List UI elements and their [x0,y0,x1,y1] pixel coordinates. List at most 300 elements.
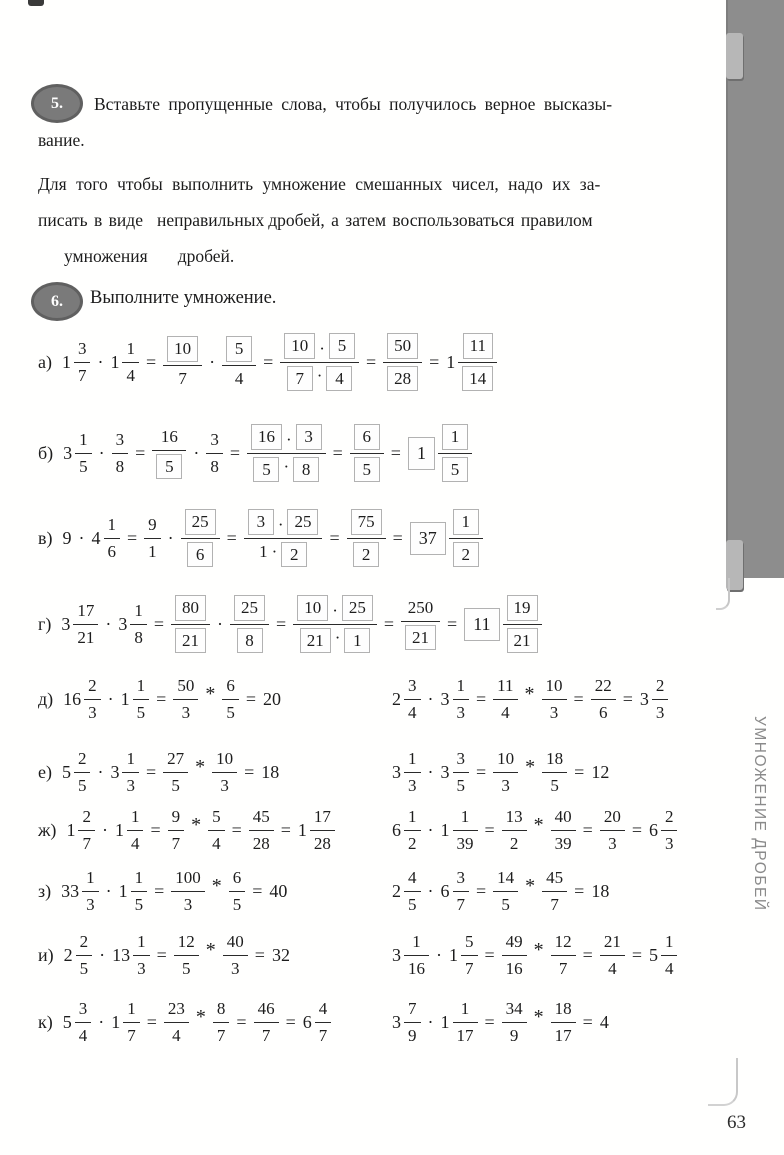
equation-token: 3 [63,442,73,463]
fraction-numerator [104,515,121,538]
fraction [123,999,140,1045]
equation-token: = [263,351,274,372]
fraction-part: 4 [130,833,140,853]
fraction-numerator [404,598,438,621]
fraction [551,999,576,1045]
fraction-denominator [453,772,470,796]
fraction [542,868,567,914]
fraction-part: 45 [252,807,270,826]
fraction [453,807,478,853]
answer-box: 75 [351,509,382,535]
fraction-numerator [661,807,678,830]
equation-token: · [101,819,108,840]
fraction-part: 5 [408,894,417,914]
equation-row-v [38,509,483,567]
fraction [401,598,440,650]
fraction [383,333,422,391]
fraction [213,999,230,1045]
fraction-part: · [277,515,284,534]
equation-token: 6 [440,880,450,901]
fraction-part: 7 [77,365,87,385]
fraction [206,430,223,476]
fraction [404,868,421,914]
equation-token: = [631,944,642,965]
answer-box: 1 [453,509,479,535]
answer-box: 7 [287,366,313,392]
equation-token: = [574,880,585,901]
answer-box: 80 [175,595,206,621]
fraction-denominator [600,830,625,854]
answer-box: 1 [442,424,468,450]
answer-box: 5 [226,336,252,362]
fraction-part: 4 [408,868,417,887]
fraction [152,427,186,479]
page-edge-tab-top [726,33,743,79]
equation-token: 1 [120,688,130,709]
fraction [493,868,518,914]
answer-box: 8 [293,457,319,483]
equation-token: 32 [271,944,290,965]
fraction-denominator [493,891,518,915]
fraction-numerator [74,749,91,772]
equation-token: 2 [392,880,401,901]
fraction-part: 7 [82,833,91,853]
answer-box: 25 [234,595,265,621]
fraction-part: 7 [550,894,559,914]
equation-token: 1 [66,819,76,840]
equation-row-zh-right [392,807,677,853]
fraction-numerator [164,999,189,1022]
answer-box: 25 [287,509,318,535]
fraction-numerator [127,807,144,830]
fraction-part: 1 [408,807,417,826]
fraction-part: 34 [505,999,523,1018]
equation-token: 5 [61,761,71,782]
fraction-part: 4 [664,958,674,978]
equation-token: · [436,944,442,965]
fraction [130,601,147,647]
fraction-numerator [173,676,198,699]
equation-row-i-left [38,932,290,978]
fraction-numerator [168,807,185,830]
fraction [404,676,421,722]
fraction [661,807,678,853]
fraction-part: 40 [554,807,572,826]
fraction-denominator [502,830,527,854]
fraction-denominator [75,1022,92,1046]
fraction-denominator [404,955,429,979]
fraction-denominator [75,453,92,477]
fraction [222,676,239,722]
fraction-denominator [449,538,483,568]
multiply-asterisk: * [191,813,202,836]
fraction-numerator [459,333,497,362]
fraction-part: 7 [456,894,465,914]
equation-token: = [582,819,593,840]
fraction-numerator [130,601,147,624]
answer-box: 5 [442,457,468,483]
fraction-part: 5 [77,775,87,795]
fraction-part: 3 [183,894,193,914]
equation-token: · [105,880,112,901]
fraction-denominator [661,830,678,854]
fraction-part: 16 [408,958,425,978]
equation-row-k-right [392,999,609,1045]
fraction-numerator [493,868,518,891]
fraction-numerator [82,868,99,891]
fraction-denominator [82,891,99,915]
fraction-part: 5 [232,894,242,914]
fraction-part: 5 [79,456,88,476]
fraction [315,999,332,1045]
fraction-numerator [502,999,527,1022]
equation-token: · [107,688,114,709]
equation-token: = [252,880,263,901]
equation-token: = [145,761,157,782]
fraction-numerator [222,676,239,699]
fraction-numerator [131,868,148,891]
fraction-denominator [76,955,93,979]
fraction-part: 5 [550,775,559,795]
fraction-part: 10 [216,749,234,768]
fraction [652,676,669,722]
fraction-part: 8 [134,627,143,647]
fraction-denominator [133,955,150,979]
fraction-part: 4 [408,702,417,722]
fraction [661,932,678,978]
fraction-part: 6 [226,676,235,695]
fraction-numerator [310,807,335,830]
fraction-part: 7 [216,1025,226,1045]
fraction-part: 3 [115,430,125,449]
fraction-part: 2 [408,833,417,853]
p5-body-line3 [38,238,714,274]
equation-token: 1 [111,1011,121,1032]
fraction-part: 16 [160,427,178,446]
fraction [173,676,198,722]
fraction [293,595,377,653]
equation-token: · [78,527,85,548]
fraction-part: 7 [408,999,417,1018]
item-label: е) [38,761,52,782]
equation-token: 2 [63,944,73,965]
equation-token: 9 [62,527,72,548]
fraction-part: 1 [134,868,144,887]
equation-token: 3 [392,761,401,782]
fraction-denominator [453,1022,478,1046]
fraction-numerator [542,676,567,699]
fraction [254,999,279,1045]
item-label: д) [38,688,54,709]
fraction-denominator [168,830,185,854]
fraction [542,749,567,795]
fraction-denominator [591,699,616,723]
equation-token: · [167,527,174,548]
fraction-part: 3 [456,868,465,887]
equation-token: 3 [440,761,450,782]
equation-token: · [97,351,104,372]
fraction [453,676,470,722]
fraction-part: 1 [136,676,146,695]
fraction-part: 27 [167,749,185,768]
fraction-part: 3 [77,339,87,358]
fraction-numerator [383,333,422,362]
fraction-part: 100 [175,868,201,887]
fraction-part: 1 [412,932,421,951]
fraction-part: 3 [210,430,219,449]
fraction-part: 20 [603,807,621,826]
equation-token: = [254,944,265,965]
equation-token: · [427,880,434,901]
p5-body-line2-post: дробей, а затем воспользоваться правилом [268,210,593,230]
answer-box: 21 [405,625,436,651]
multiply-asterisk: * [524,682,535,705]
fraction [404,749,421,795]
equation-token: 1 [110,351,120,372]
fraction-part: 17 [77,601,95,620]
fraction-numerator [591,676,616,699]
fraction [122,339,139,385]
fraction-numerator [315,999,332,1022]
fraction [502,999,527,1045]
answer-box: 6 [187,542,213,568]
answer-box: 14 [462,366,493,392]
fraction-part: 8 [216,999,226,1018]
equation-token: 18 [261,761,280,782]
fraction-part: · [334,627,341,647]
fraction [112,430,129,476]
fraction-part: 3 [655,702,665,722]
fraction-numerator [652,676,669,699]
fraction [133,932,150,978]
equation-token: 1 [440,1011,450,1032]
fraction [404,999,421,1045]
fraction-part: 22 [594,676,612,695]
problem-6-title: Выполните умножение. [90,288,277,308]
equation-token: 3 [392,1011,401,1032]
answer-box: 8 [237,628,263,654]
fraction-part: 23 [167,999,185,1018]
equation-row-b [38,424,472,482]
fraction-denominator [453,699,470,723]
answer-box: 25 [342,595,373,621]
fraction-numerator [76,932,93,955]
answer-box: 21 [507,628,538,654]
equation-row-e-right [392,749,609,795]
fraction-denominator [542,891,567,915]
fraction [458,333,497,391]
fraction-part: 4 [234,368,244,388]
equation-row-i-right [392,932,677,978]
equation-token: · [105,613,112,634]
fraction-part: 1 [126,339,135,358]
fraction-denominator [280,362,359,392]
fraction [347,509,386,567]
equation-token: = [244,761,255,782]
fraction-part: 1 [408,749,417,768]
fraction-part: 4 [318,999,328,1018]
fraction-part: 6 [598,702,608,722]
fraction-numerator [542,749,567,772]
fraction-part: 1 [130,807,140,826]
fraction [600,932,625,978]
fraction-denominator [78,830,95,854]
fraction-numerator [600,932,625,955]
fraction-part: 3 [181,702,191,722]
fraction-numerator [144,515,161,538]
fraction-numerator [171,595,210,624]
fraction [600,807,625,853]
fraction-numerator [208,807,225,830]
equation-token: = [280,819,291,840]
fraction-numerator [280,333,359,362]
fraction [350,424,384,482]
multiply-asterisk: * [195,755,206,778]
fraction-part: 5 [226,702,235,722]
fraction-denominator [493,772,518,796]
fraction-part: 13 [505,807,523,826]
fraction-numerator [171,868,205,891]
fraction [222,336,256,388]
fraction-part: 7 [318,1025,328,1045]
fraction-part: 50 [177,676,195,695]
fraction [144,515,161,561]
fraction-denominator [652,699,669,723]
equation-token: = [127,527,138,548]
equation-token: 3 [61,613,71,634]
multiply-asterisk: * [533,813,544,836]
fraction [104,515,121,561]
page-edge-band [726,0,784,578]
equation-token: = [153,613,165,634]
equation-token: 1 [61,351,71,372]
fraction-numerator [122,339,139,362]
equation-token: · [99,944,106,965]
equation-row-k-left [38,999,331,1045]
equation-token: 40 [269,880,288,901]
equation-token: 1 [449,944,458,965]
fraction-denominator [350,453,384,483]
fraction-part: 2 [82,807,91,826]
fraction-denominator [453,891,470,915]
fraction-denominator [600,955,625,979]
fraction-part: 8 [115,456,125,476]
fraction-part: 5 [134,894,144,914]
problem-5-text [38,86,714,274]
fraction-part: 21 [77,627,95,647]
fraction-part: 1 [107,515,116,534]
fraction-denominator [74,362,91,386]
equation-token: = [484,944,495,965]
fraction-part: 3 [456,749,465,768]
fraction-part: 9 [171,807,181,826]
fraction-numerator [73,601,98,624]
fraction [168,807,185,853]
equation-token: · [98,442,105,463]
fraction-part: 4 [212,833,221,853]
answer-box: 3 [248,509,274,535]
fraction-part: 49 [505,932,523,951]
fraction-part: 3 [608,833,617,853]
fraction [75,999,92,1045]
fraction-denominator [661,955,678,979]
problem-6-badge: 6. [31,282,83,321]
answer-box: 11 [464,608,499,641]
fraction [461,932,478,978]
fraction [404,807,421,853]
scan-artifact-mid [716,578,730,610]
answer-box: 10 [167,336,198,362]
equation-token: = [484,1011,495,1032]
equation-row-z-right [392,868,609,914]
fraction-part: 7 [465,958,474,978]
fraction-part: 17 [456,1025,474,1045]
answer-box: 25 [185,509,216,535]
fraction-part: · [285,430,292,449]
fraction-part: 2 [509,833,519,853]
equation-row-g [38,595,542,653]
fraction-numerator [502,807,527,830]
p5-body-line2-pre: писать в виде [38,210,143,230]
fraction [127,807,144,853]
fraction [280,333,359,391]
fraction [230,595,269,653]
fraction-numerator [551,932,576,955]
equation-token: = [484,819,495,840]
fraction-numerator [461,932,478,955]
fraction-part: 28 [313,833,331,853]
answer-box: 2 [353,542,379,568]
fraction-part: 1 [137,932,146,951]
fraction [249,807,274,853]
fraction-denominator [551,830,576,854]
fraction [502,807,527,853]
fraction-part: 8 [210,456,219,476]
fraction-part: 3 [220,775,229,795]
fraction-part: 3 [549,702,559,722]
fraction-numerator [347,509,386,538]
scan-artifact-bottom [708,1058,738,1106]
equation-token: 5 [62,1011,72,1032]
fraction-numerator [453,868,470,891]
fraction-denominator [174,955,199,979]
fraction-denominator [254,1022,279,1046]
fraction [122,749,139,795]
answer-box: 6 [354,424,380,450]
fraction-part: 7 [261,1025,271,1045]
fraction-denominator [130,624,147,648]
fraction-part: · [319,339,325,358]
fraction-numerator [84,676,101,699]
fraction-denominator [104,538,121,562]
fraction-part: 5 [182,958,191,978]
fraction-part: 3 [137,958,146,978]
fraction [453,999,478,1045]
fraction-numerator [551,999,576,1022]
fraction-part: 21 [603,932,621,951]
fraction-part: 2 [88,676,97,695]
equation-token: = [429,351,440,372]
equation-token: 5 [648,944,658,965]
fraction-part: · [332,601,338,620]
fraction-numerator [230,595,269,624]
equation-token: 1 [114,819,124,840]
fraction-part: 17 [554,1025,572,1045]
fraction-denominator [247,453,326,483]
filled-answer-2: умножения [64,246,148,266]
fraction-part: 1 [79,430,88,449]
fraction [171,868,205,914]
